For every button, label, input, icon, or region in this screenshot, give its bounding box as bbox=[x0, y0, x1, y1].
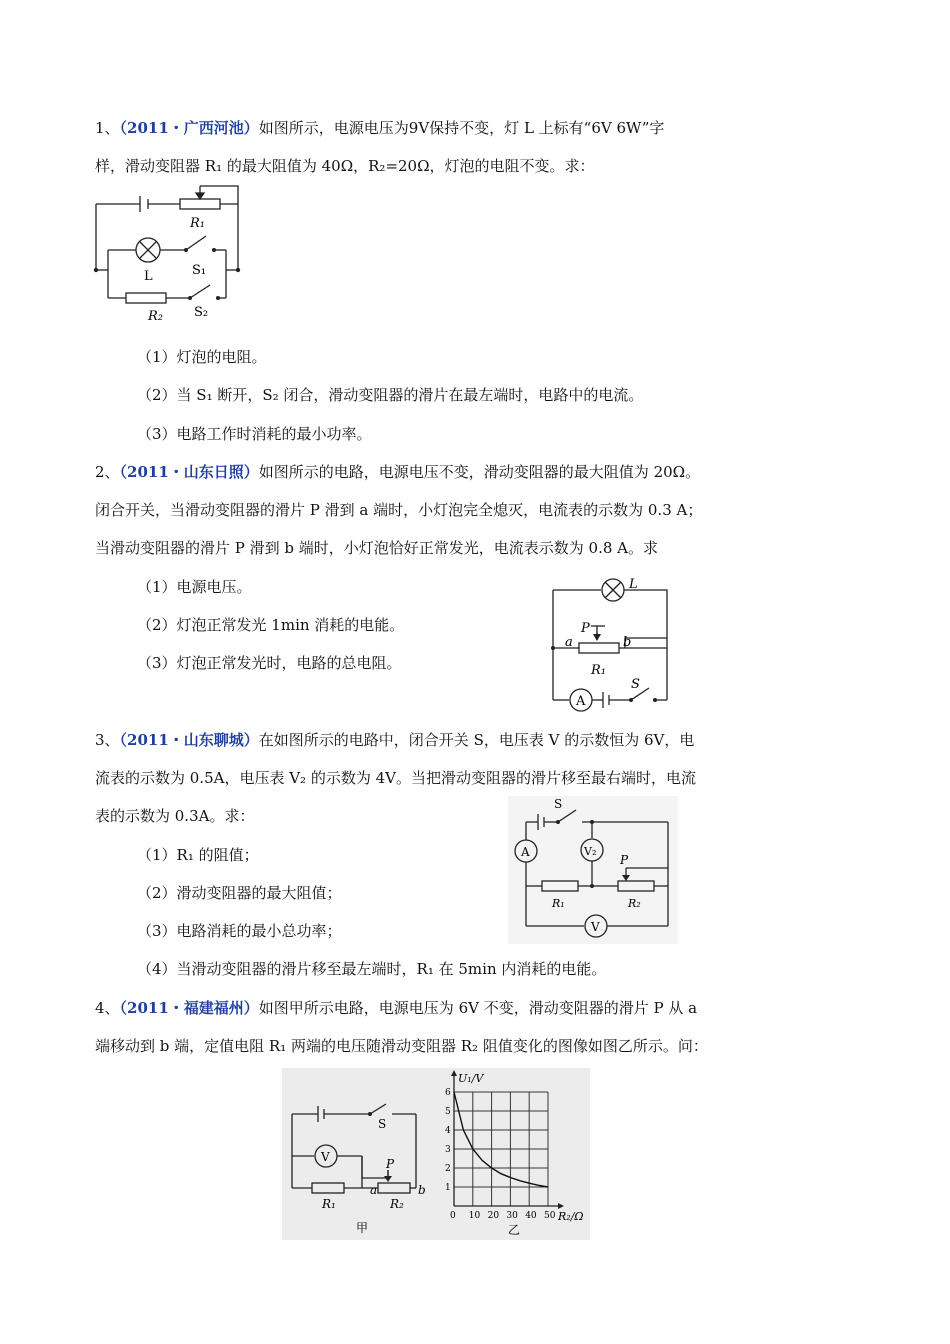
label-b: b bbox=[623, 635, 632, 650]
problem-2-line-3: 当滑动变阻器的滑片 P 滑到 b 端时，小灯泡恰好正常发光，电流表示数为 0.8 A。求 bbox=[95, 539, 658, 557]
voltmeter-v2-symbol: V₂ bbox=[584, 845, 597, 858]
problem-3-line-2: 流表的示数为 0.5A，电压表 V₂ 的示数为 4V。当把滑动变阻器的滑片移至最右端时，电流 bbox=[95, 769, 696, 787]
problem-3-line-3: 表的示数为 0.3A。求： bbox=[95, 807, 255, 825]
voltmeter-v-symbol: V bbox=[591, 920, 600, 934]
label-r1: R₁ bbox=[190, 216, 205, 231]
problem-4-line-1 bbox=[95, 998, 697, 1018]
problem-source-tag: （2011・福建福州） bbox=[119, 999, 259, 1017]
y-tick-label: 2 bbox=[445, 1164, 451, 1174]
x-tick-label: 0 bbox=[450, 1211, 456, 1221]
question: （2）灯泡正常发光 1min 消耗的电能。 bbox=[137, 616, 405, 634]
question: （1）R₁ 的阻值； bbox=[137, 846, 259, 864]
problem-text: 如图甲所示电路，电源电压为 6V 不变，滑动变阻器的滑片 P 从 a bbox=[258, 999, 698, 1017]
question: （1）灯泡的电阻。 bbox=[137, 348, 267, 366]
label-s1: S₁ bbox=[192, 263, 207, 278]
x-tick-label: 30 bbox=[506, 1211, 518, 1221]
problem-1-line-1 bbox=[95, 118, 664, 138]
y-tick-label: 3 bbox=[445, 1145, 451, 1155]
question: （3）灯泡正常发光时，电路的总电阻。 bbox=[137, 654, 402, 672]
label-r1: R₁ bbox=[322, 1197, 336, 1211]
label-s: S bbox=[378, 1117, 387, 1131]
problem-1-circuit-diagram bbox=[90, 182, 250, 327]
problem-text: 在如图所示的电路中，闭合开关 S，电压表 V 的示数恒为 6V，电 bbox=[258, 731, 695, 749]
problem-3-line-1 bbox=[95, 730, 694, 750]
ammeter-symbol: A bbox=[576, 694, 586, 709]
chart-xlabel: R₂/Ω bbox=[558, 1210, 584, 1223]
question: （1）电源电压。 bbox=[137, 578, 252, 596]
problem-number: 1、 bbox=[95, 119, 120, 137]
problem-number: 4、 bbox=[95, 999, 120, 1017]
problem-number: 3、 bbox=[95, 731, 120, 749]
problem-source-tag: （2011・山东聊城） bbox=[119, 731, 259, 749]
label-p: P bbox=[620, 853, 629, 867]
x-tick-label: 40 bbox=[525, 1211, 537, 1221]
label-r2: R₂ bbox=[148, 309, 163, 324]
problem-source-tag: （2011・山东日照） bbox=[119, 463, 259, 481]
label-r2: R₂ bbox=[390, 1197, 404, 1211]
y-tick-label: 4 bbox=[445, 1126, 451, 1136]
question: （3）电路工作时消耗的最小功率。 bbox=[137, 425, 372, 443]
ammeter-symbol: A bbox=[521, 845, 530, 859]
y-tick-label: 1 bbox=[445, 1183, 451, 1193]
x-tick-label: 50 bbox=[544, 1211, 556, 1221]
question: （4）当滑动变阻器的滑片移至最左端时，R₁ 在 5min 内消耗的电能。 bbox=[137, 960, 607, 978]
label-p: P bbox=[581, 621, 590, 636]
problem-2-line-1 bbox=[95, 462, 700, 482]
label-s2: S₂ bbox=[194, 305, 209, 320]
label-r2: R₂ bbox=[628, 897, 641, 910]
problem-4-figure-panel bbox=[282, 1068, 590, 1240]
label-a: a bbox=[370, 1183, 378, 1197]
y-tick-label: 5 bbox=[445, 1107, 451, 1117]
label-b: b bbox=[418, 1183, 426, 1197]
label-p: P bbox=[386, 1157, 395, 1171]
voltmeter-symbol: V bbox=[321, 1150, 330, 1164]
problem-2-line-2: 闭合开关，当滑动变阻器的滑片 P 滑到 a 端时，小灯泡完全熄灭，电流表的示数为 0.3 A； bbox=[95, 501, 703, 519]
problem-text: 如图所示的电路，电源电压不变，滑动变阻器的最大阻值为 20Ω。 bbox=[258, 463, 701, 481]
x-tick-label: 20 bbox=[487, 1211, 500, 1221]
label-lamp: L bbox=[144, 269, 153, 284]
label-lamp: L bbox=[629, 577, 638, 592]
problem-4-line-2: 端移动到 b 端，定值电阻 R₁ 两端的电压随滑动变阻器 R₂ 阻值变化的图像如图乙所示。问： bbox=[95, 1037, 708, 1055]
label-s: S bbox=[631, 677, 640, 692]
figure-caption-yi: 乙 bbox=[508, 1223, 521, 1237]
problem-text: 如图所示，电源电压为9V保持不变，灯 L 上标有“6V 6W”字 bbox=[258, 119, 665, 137]
question: （2）滑动变阻器的最大阻值； bbox=[137, 884, 342, 902]
label-a: a bbox=[565, 635, 573, 650]
question: （3）电路消耗的最小总功率； bbox=[137, 922, 342, 940]
chart-ylabel: U₁/V bbox=[458, 1072, 484, 1085]
label-s: S bbox=[554, 797, 563, 811]
figure-caption-jia: 甲 bbox=[356, 1221, 369, 1235]
problem-number: 2、 bbox=[95, 463, 120, 481]
question: （2）当 S₁ 断开，S₂ 闭合，滑动变阻器的滑片在最左端时，电路中的电流。 bbox=[137, 386, 644, 404]
problem-source-tag: （2011・广西河池） bbox=[119, 119, 259, 137]
problem-1-line-2: 样，滑动变阻器 R₁ 的最大阻值为 40Ω，R₂=20Ω，灯泡的电阻不变。求： bbox=[95, 157, 595, 175]
problem-2-circuit-diagram bbox=[545, 576, 675, 716]
problem-3-circuit-diagram bbox=[508, 796, 678, 944]
x-tick-label: 10 bbox=[468, 1211, 481, 1221]
label-r1: R₁ bbox=[591, 663, 606, 678]
y-tick-label: 6 bbox=[445, 1088, 451, 1098]
label-r1: R₁ bbox=[552, 897, 565, 910]
